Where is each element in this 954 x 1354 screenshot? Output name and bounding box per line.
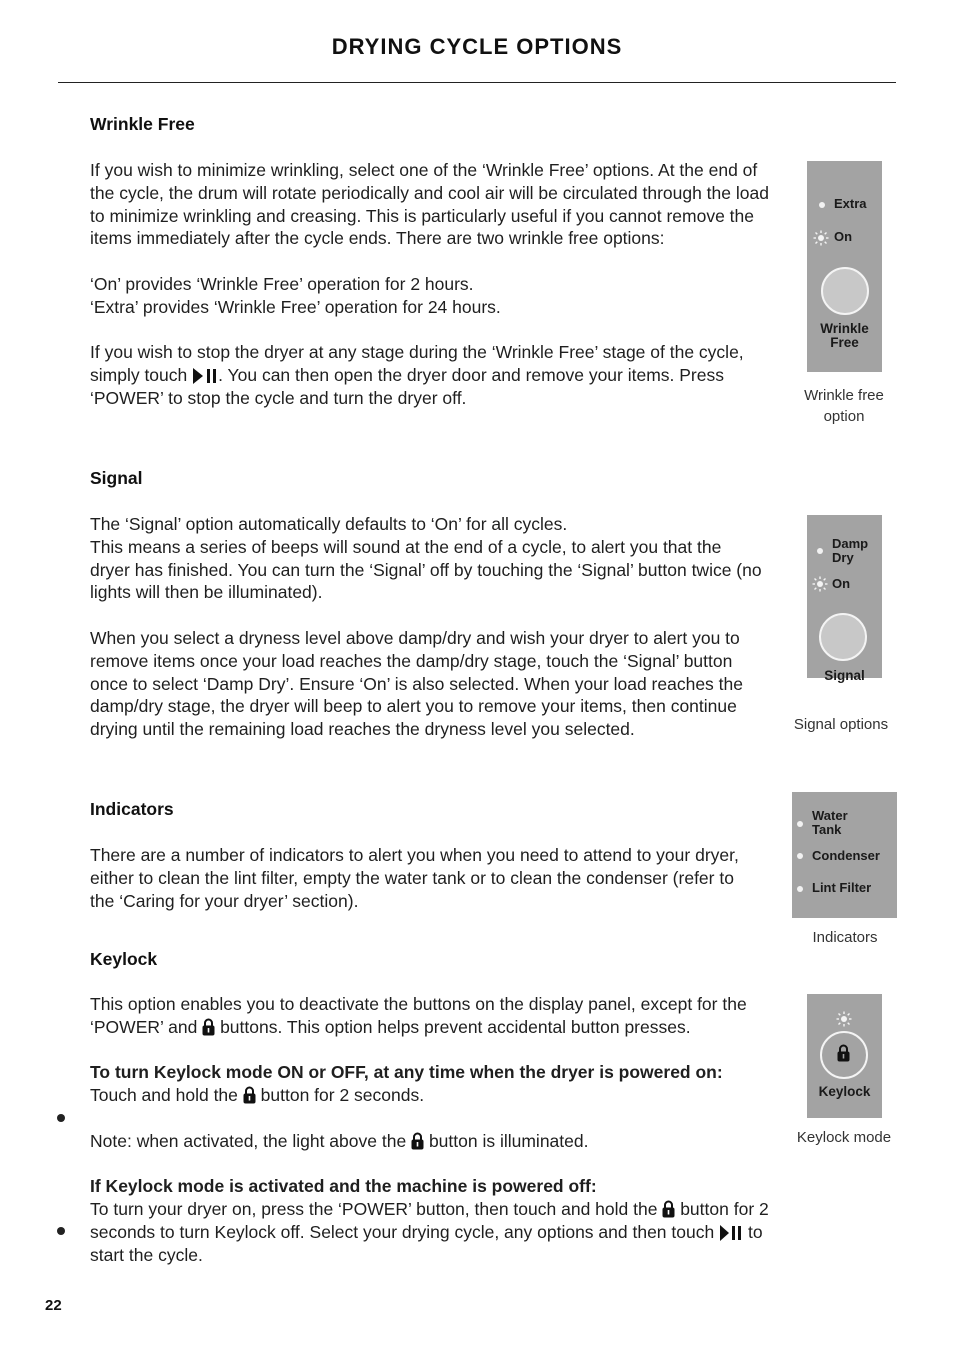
wrinkle-free-button-label (807, 322, 882, 350)
signal-paragraph-1-rest: This means a series of beeps will sound at the end of a cycle, to alert you that the dryer has finished. You can turn the ‘Signal’ off by touching the ‘Signal’ button twice (no lights will then be illuminated). (90, 536, 762, 603)
signal-text (90, 513, 762, 741)
keylock-bullet-2 (90, 1198, 790, 1266)
signal-paragraph-2: When you select a dryness level above damp/dry and wish your dryer to alert you to remove items once your load reaches the damp/dry stage, touch the ‘Signal’ button once to select ‘Damp Dry’. Ensure ‘On’ is also selected. When your load reaches the damp/dry stage, the dryer will beep to alert you to remove your items, then continue drying until the remaining load reaches the dryness level you selected. (90, 627, 743, 740)
keylock-note-after: button is illuminated. (428, 1130, 589, 1151)
signal-caption: Signal options (793, 716, 889, 733)
play-pause-icon (719, 1225, 743, 1241)
signal-button[interactable] (819, 613, 867, 661)
lint-filter-label: Lint Filter (812, 880, 872, 895)
lint-filter-indicator-light (797, 886, 803, 892)
bullet-marker (57, 1227, 65, 1235)
condenser-indicator-light (797, 853, 803, 859)
damp-line-1: Damp (832, 536, 869, 551)
wrinkle-label-line-2: Free (830, 335, 859, 350)
damp-line-2: Dry (832, 550, 854, 565)
signal-option-on-label: On (832, 576, 851, 591)
wrinkle-free-text (90, 159, 770, 410)
play-pause-icon (192, 368, 218, 384)
lock-icon (202, 1018, 215, 1036)
indicators-paragraph: There are a number of indicators to alert you when you need to attend to your dryer, either to clean the lint filter, empty the water tank or to clean the condenser (refer to the ‘Caring for your dryer’ section). (90, 845, 739, 911)
keylock-panel (807, 994, 882, 1118)
page-title: DRYING CYCLE OPTIONS (331, 34, 623, 59)
lock-icon (837, 1044, 850, 1062)
water-line-2: Tank (812, 822, 842, 837)
condenser-label: Condenser (812, 848, 880, 863)
signal-heading: Signal (90, 468, 143, 488)
option-on-label: On (834, 229, 853, 244)
wrinkle-free-heading: Wrinkle Free (90, 114, 195, 134)
keylock-text (90, 993, 790, 1267)
water-tank-label (812, 809, 848, 837)
lock-icon (243, 1086, 256, 1104)
keylock-b2-part3: to start the cycle. (90, 1221, 763, 1265)
indicators-panel (792, 792, 897, 918)
indicators-heading: Indicators (90, 799, 174, 819)
light-sun-icon (813, 230, 829, 246)
keylock-note-before: Note: when activated, the light above the (90, 1130, 407, 1151)
light-sun-icon (812, 576, 828, 592)
wrinkle-free-paragraph-3 (90, 341, 770, 409)
keylock-bullet-1 (90, 1084, 790, 1107)
bullet-marker (57, 1114, 65, 1122)
wrinkle-free-extra-line: ‘Extra’ provides ‘Wrinkle Free’ operation for 24 hours. (90, 296, 501, 317)
signal-button-label: Signal (824, 668, 865, 683)
keylock-b2-part2: button for 2 seconds to turn Keylock off. Select your drying cycle, any options and then touch (90, 1199, 769, 1242)
keylock-p1-after: buttons. This option helps prevent accidental button presses. (220, 1016, 691, 1037)
keylock-powered-off-heading: If Keylock mode is activated and the machine is powered off: (90, 1176, 597, 1197)
damp-dry-indicator-light (817, 548, 823, 554)
keylock-heading: Keylock (90, 949, 158, 969)
wrinkle-free-on-line: ‘On’ provides ‘Wrinkle Free’ operation for 2 hours. (90, 273, 474, 294)
indicators-text (90, 844, 755, 912)
keylock-caption: Keylock mode (796, 1129, 892, 1146)
wrinkle-free-button[interactable] (821, 267, 869, 315)
signal-panel (807, 515, 882, 683)
signal-paragraph-1-line-1: The ‘Signal’ option automatically defaults to ‘On’ for all cycles. (90, 514, 568, 534)
light-sun-icon (836, 1011, 852, 1027)
wrinkle-free-p3-after: . You can then open the dryer door and remove your items. Press ‘POWER’ to stop the cycle and turn the dryer off. (90, 365, 724, 408)
option-extra-label: Extra (834, 196, 867, 211)
keylock-p1-before: This option enables you to deactivate the buttons on the display panel, except for the ‘POWER’ and (90, 994, 747, 1037)
wrinkle-free-paragraph-1: If you wish to minimize wrinkling, select one of the ‘Wrinkle Free’ options. At the end of the cycle, the drum will rotate periodically and cool air will be circulated through the load to minimize wrinkling and creasing. This is particularly useful if you cannot remove the items immediately after the cycle ends. There are two wrinkle free options: (90, 160, 769, 249)
wrinkle-caption-line-1: Wrinkle free (804, 387, 884, 404)
indicators-caption: Indicators (812, 929, 878, 946)
option-damp-dry-label (832, 537, 868, 565)
extra-indicator-light (819, 202, 825, 208)
water-tank-indicator-light (797, 821, 803, 827)
water-line-1: Water (812, 808, 848, 823)
wrinkle-caption-line-2: option (823, 408, 865, 425)
lock-icon (411, 1132, 424, 1150)
keylock-on-off-heading: To turn Keylock mode ON or OFF, at any time when the dryer is powered on: (90, 1062, 723, 1083)
wrinkle-free-caption (789, 385, 899, 427)
wrinkle-free-panel (807, 161, 882, 372)
header-divider (58, 82, 896, 83)
wrinkle-label-line-1: Wrinkle (820, 321, 869, 336)
keylock-paragraph-1 (90, 993, 790, 1039)
lock-icon (662, 1200, 675, 1218)
keylock-b1-after: button for 2 seconds. (260, 1085, 425, 1106)
keylock-note (90, 1130, 790, 1153)
keylock-b2-part1: To turn your dryer on, press the ‘POWER’ button, then touch and hold the (90, 1199, 658, 1220)
wrinkle-free-p3-before: If you wish to stop the dryer at any stage during the ‘Wrinkle Free’ stage of the cycle, simply touch (90, 342, 744, 386)
keylock-button-label: Keylock (818, 1084, 871, 1099)
page-number: 22 (45, 1297, 62, 1314)
keylock-b1-before: Touch and hold the (90, 1085, 238, 1106)
